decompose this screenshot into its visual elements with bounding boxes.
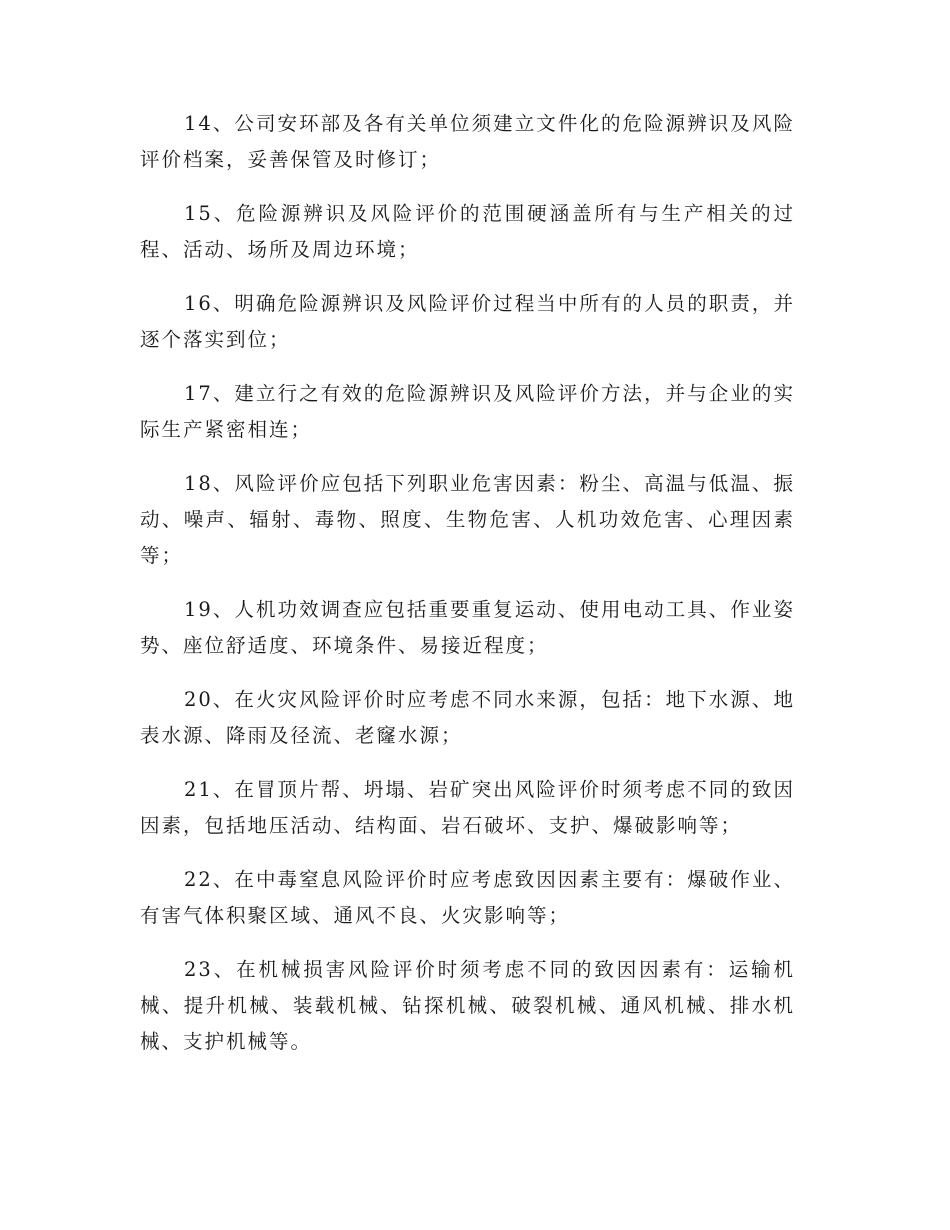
paragraph-18: 18、风险评价应包括下列职业危害因素：粉尘、高温与低温、振动、噪声、辐射、毒物、照度、生物危害、人机功效危害、心理因素等；: [140, 472, 795, 567]
paragraph-20: 20、在火灾风险评价时应考虑不同水来源，包括：地下水源、地表水源、降雨及径流、老窿水源；: [140, 688, 795, 747]
paragraph-14: 14、公司安环部及各有关单位须建立文件化的危险源辨识及风险评价档案，妥善保管及时修订；: [140, 112, 795, 171]
paragraph-17: 17、建立行之有效的危险源辨识及风险评价方法，并与企业的实际生产紧密相连；: [140, 382, 795, 441]
paragraph-19: 19、人机功效调查应包括重要重复运动、使用电动工具、作业姿势、座位舒适度、环境条件、易接近程度；: [140, 598, 795, 657]
paragraph-15: 15、危险源辨识及风险评价的范围硬涵盖所有与生产相关的过程、活动、场所及周边环境；: [140, 202, 795, 261]
paragraph-16: 16、明确危险源辨识及风险评价过程当中所有的人员的职责，并逐个落实到位；: [140, 292, 795, 351]
paragraph-22: 22、在中毒窒息风险评价时应考虑致因因素主要有：爆破作业、有害气体积聚区域、通风不良、火灾影响等；: [140, 868, 795, 927]
document-body: [140, 106, 795, 1078]
paragraph-21: 21、在冒顶片帮、坍塌、岩矿突出风险评价时须考虑不同的致因因素，包括地压活动、结构面、岩石破坏、支护、爆破影响等；: [140, 778, 795, 837]
paragraph-23: 23、在机械损害风险评价时须考虑不同的致因因素有：运输机械、提升机械、装载机械、钻探机械、破裂机械、通风机械、排水机械、支护机械等。: [140, 958, 795, 1053]
